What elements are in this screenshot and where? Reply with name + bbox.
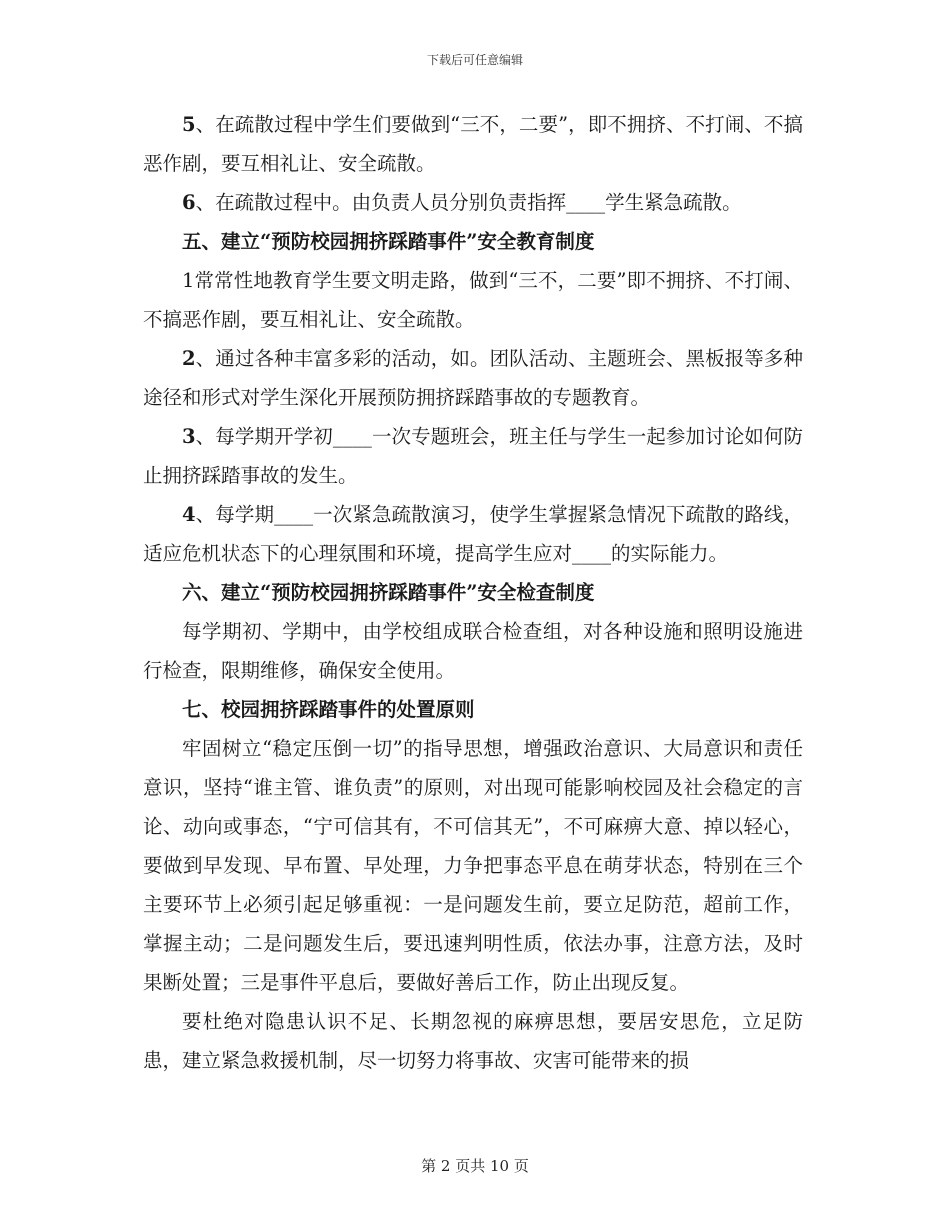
heading-text: 六、建立“预防校园拥挤踩踏事件”安全检查制度 <box>182 581 595 604</box>
paragraph-text: 、在疏散过程中。由负责人员分别负责指挥____学生紧急疏散。 <box>195 191 742 214</box>
item-number: 2 <box>182 347 196 370</box>
paragraph <box>143 339 803 417</box>
heading-text: 五、建立“预防校园拥挤踩踏事件”安全教育制度 <box>182 230 595 253</box>
paragraph-text: 、通过各种丰富多彩的活动，如。团队活动、主题班会、黑板报等多种途径和形式对学生深化开展预防拥挤踩踏事故的专题教育。 <box>143 347 803 409</box>
paragraph-text: 牢固树立“稳定压倒一切”的指导思想，增强政治意识、大局意识和责任意识，坚持“谁主管、谁负责”的原则，对出现可能影响校园及社会稳定的言论、动向或事态，“宁可信其有，不可信其无”，不可麻痹大意、掉以轻心，要做到早发现、早布置、早处理，力争把事态平息在萌芽状态，特别在三个主要环节上必须引起足够重视：一是问题发生前，要立足防范，超前工作，掌握主动；二是问题发生后，要迅速判明性质，依法办事，注意方法，及时果断处置；三是事件平息后，要做好善后工作，防止出现反复。 <box>143 737 803 994</box>
paragraph-text: 、每学期开学初____一次专题班会，班主任与学生一起参加讨论如何防止拥挤踩踏事故的发生。 <box>143 425 803 487</box>
paragraph-text: 要杜绝对隐患认识不足、长期忽视的麻痹思想，要居安思危，立足防患，建立紧急救援机制，尽一切努力将事故、灾害可能带来的损 <box>143 1010 803 1072</box>
item-number: 5 <box>182 113 196 136</box>
item-number: 4 <box>182 503 196 526</box>
heading-text: 七、校园拥挤踩踏事件的处置原则 <box>182 698 475 721</box>
paragraph <box>143 105 803 183</box>
page-footer: 第 2 页共 10 页 <box>421 1157 529 1175</box>
item-number: 6 <box>182 191 196 214</box>
paragraph <box>143 417 803 495</box>
paragraph-text: 每学期初、学期中，由学校组成联合检查组，对各种设施和照明设施进行检查，限期维修，确保安全使用。 <box>143 620 803 682</box>
page-header: 下载后可任意编辑 <box>426 53 523 67</box>
paragraph <box>143 729 803 1002</box>
document-body <box>143 105 803 1080</box>
section-heading <box>143 222 803 261</box>
item-number: 3 <box>182 425 196 448</box>
section-heading <box>143 573 803 612</box>
paragraph <box>143 183 803 222</box>
paragraph <box>143 495 803 573</box>
section-heading <box>143 690 803 729</box>
paragraph <box>143 261 803 339</box>
paragraph-text: 1常常性地教育学生要文明走路，做到“三不，二要”即不拥挤、不打闹、不搞恶作剧，要互相礼让、安全疏散。 <box>143 269 803 331</box>
paragraph <box>143 1002 803 1080</box>
paragraph-text: 、每学期____一次紧急疏散演习，使学生掌握紧急情况下疏散的路线，适应危机状态下的心理氛围和环境，提高学生应对____的实际能力。 <box>143 503 803 565</box>
paragraph-text: 、在疏散过程中学生们要做到“三不，二要”，即不拥挤、不打闹、不搞恶作剧，要互相礼让、安全疏散。 <box>143 113 803 175</box>
paragraph <box>143 612 803 690</box>
